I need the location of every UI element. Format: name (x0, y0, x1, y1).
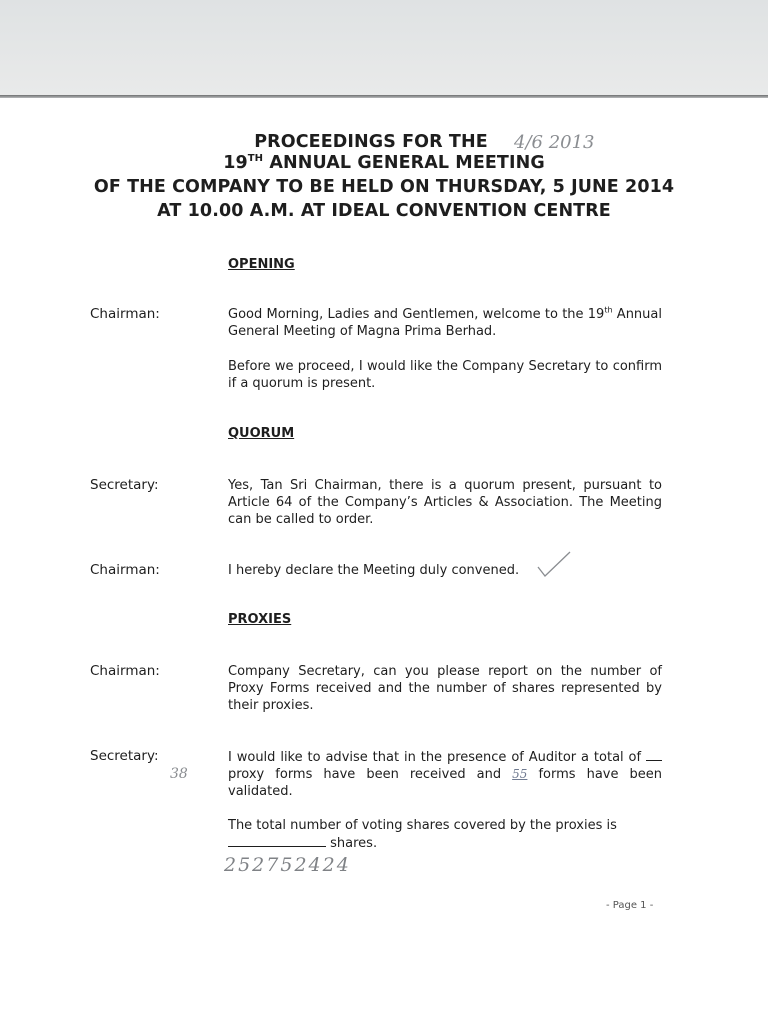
speaker-secretary: Secretary: (90, 477, 159, 493)
speaker-chairman: Chairman: (90, 306, 160, 322)
title-line-3: OF THE COMPANY TO BE HELD ON THURSDAY, 5 JUNE 2014 (93, 177, 675, 197)
paragraph-meeting-convened: I hereby declare the Meeting duly convened. (228, 563, 520, 578)
handwritten-validated-count: 55 (512, 767, 528, 781)
blank-shares-total (228, 834, 326, 847)
paragraph-proxy-report: I would like to advise that in the presence of Auditor a total of proxy forms have been received and 55 forms have been validated. (228, 750, 662, 799)
document-page (0, 98, 768, 1024)
paragraph-quorum-present: Yes, Tan Sri Chairman, there is a quorum present, pursuant to Article 64 of the Company’s Articles & Association. The Meeting can be called to order. (228, 478, 662, 527)
speaker-secretary: Secretary: (90, 748, 159, 764)
check-mark-icon (536, 550, 572, 580)
section-heading-opening: OPENING (228, 257, 295, 272)
title-line-2: 19TH ANNUAL GENERAL MEETING (223, 153, 545, 173)
paragraph-voting-shares: The total number of voting shares covered by the proxies is shares. (228, 818, 617, 851)
section-heading-quorum: QUORUM (228, 426, 295, 441)
handwritten-total-shares: 252752424 (224, 854, 351, 876)
title-line-1: PROCEEDINGS FOR THE (254, 132, 488, 152)
speaker-chairman: Chairman: (90, 663, 160, 679)
section-heading-proxies: PROXIES (228, 612, 292, 627)
handwritten-proxy-count: 38 (170, 766, 188, 782)
scanner-background (0, 0, 768, 96)
paragraph-welcome: Good Morning, Ladies and Gentlemen, welcome to the 19th Annual General Meeting of Magna Prima Berhad. (228, 305, 662, 339)
paragraph-proxy-request: Company Secretary, can you please report on the number of Proxy Forms received and the number of shares represented by their proxies. (228, 664, 662, 713)
page-number: - Page 1 - (606, 900, 654, 911)
paragraph-quorum-request: Before we proceed, I would like the Company Secretary to confirm if a quorum is present. (228, 359, 662, 391)
handwritten-date: 4/6 2013 (514, 132, 595, 153)
title-line-4: AT 10.00 A.M. AT IDEAL CONVENTION CENTRE (157, 201, 611, 221)
speaker-chairman: Chairman: (90, 562, 160, 578)
blank-proxy-count (646, 748, 662, 761)
